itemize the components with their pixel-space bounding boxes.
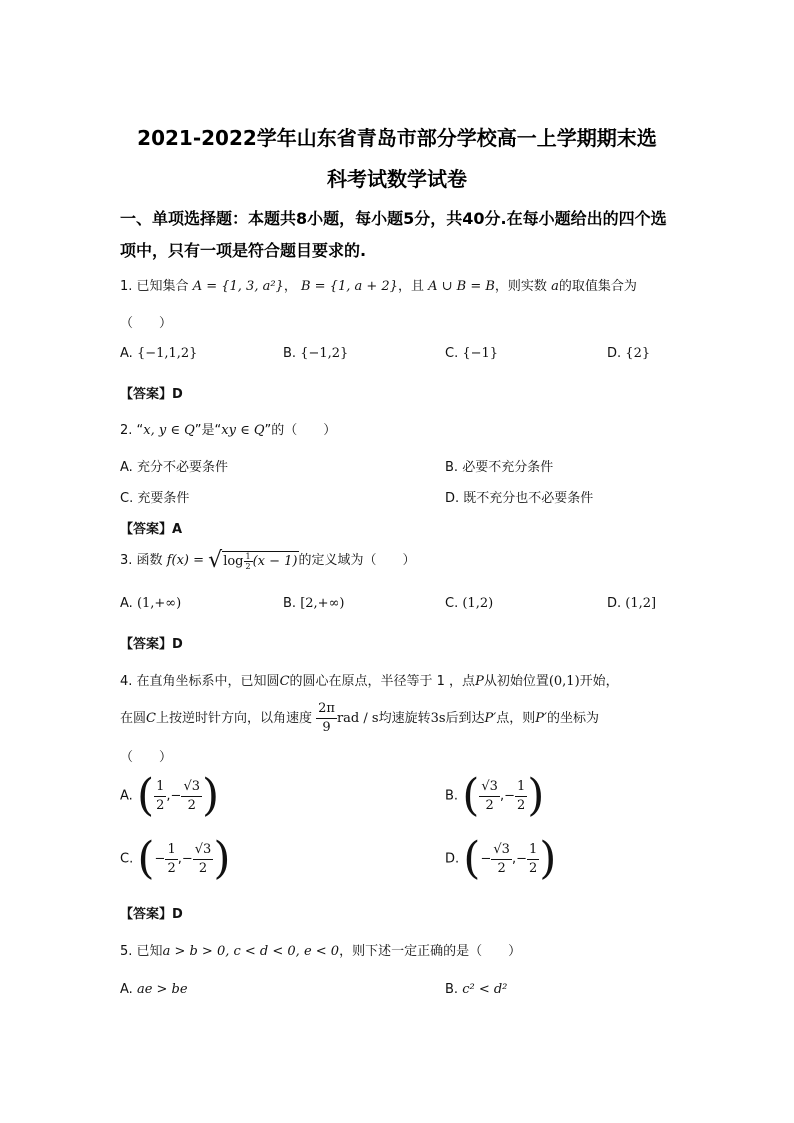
question-number: 1. xyxy=(120,279,133,294)
option-label: A. xyxy=(120,346,133,361)
y-sign: − xyxy=(516,851,527,867)
question-text: 的坐标为 xyxy=(546,711,599,726)
fraction-numerator: 2π xyxy=(316,700,337,719)
q4-option-a: A. ( $\frac{1}{2}$ ,− $\frac{√3}{2}$ ) xyxy=(120,770,220,821)
q3-option-b xyxy=(283,596,344,611)
document-title-line-2: 科考试数学试卷 xyxy=(327,167,467,191)
math-unit: rad / s xyxy=(336,711,379,726)
option-value: c² < d² xyxy=(462,982,508,997)
x-numerator: 1 xyxy=(154,778,166,797)
question-text: 在直角坐标系中，已知圆 xyxy=(136,674,280,689)
document-title-line-1: 2021-2022学年山东省青岛市部分学校高一上学期期末选 xyxy=(137,126,657,150)
option-label: C. xyxy=(120,851,134,867)
y-sign: − xyxy=(170,788,182,804)
math-circle-c: C xyxy=(279,674,290,689)
question-text: ”是“ xyxy=(194,423,222,438)
fraction-denominator: 9 xyxy=(322,720,331,735)
q2-answer: 【答案】A xyxy=(120,522,183,537)
math-set-a: A = {1, 3, a²} xyxy=(192,279,284,294)
log-base-denominator: 2 xyxy=(245,561,251,571)
q5-option-b xyxy=(445,982,507,997)
section-heading-line-1: 一、单项选择题：本题共8小题，每小题5分，共40分.在每小题给出的四个选 xyxy=(120,209,667,228)
question-5 xyxy=(120,940,521,959)
question-number: 5. xyxy=(120,944,133,959)
option-label: A. xyxy=(120,982,133,997)
math-point-p-prime: P′ xyxy=(535,711,547,726)
question-text: 开始， xyxy=(579,674,619,689)
option-label: D. xyxy=(445,491,460,506)
option-value: {2} xyxy=(625,346,651,361)
question-text: “ xyxy=(136,423,144,438)
square-root-expression xyxy=(208,548,298,573)
math-condition-2: xy ∈ Q xyxy=(221,423,265,438)
question-text: ，且 xyxy=(397,279,424,294)
option-label: B. xyxy=(445,982,459,997)
math-time: 3s xyxy=(430,711,446,726)
question-1-blank: （ ） xyxy=(120,316,173,331)
x-denominator: 2 xyxy=(156,797,165,813)
y-numerator: √3 xyxy=(193,841,214,860)
option-value: 充要条件 xyxy=(137,491,190,506)
x-denominator: 2 xyxy=(167,860,176,876)
x-denominator: 2 xyxy=(485,797,494,813)
math-condition-1: x, y ∈ Q xyxy=(143,423,195,438)
option-value: 必要不充分条件 xyxy=(462,460,554,475)
option-label: B. xyxy=(445,460,459,475)
q1-option-b xyxy=(283,346,348,361)
option-label: C. xyxy=(120,491,134,506)
question-number: 4. xyxy=(120,674,133,689)
option-value: {−1,1,2} xyxy=(136,346,198,361)
y-denominator: 2 xyxy=(516,797,526,813)
q1-answer: 【答案】D xyxy=(120,387,183,402)
question-text: ，则下述一定正确的是（ ） xyxy=(339,944,522,959)
math-condition: a > b > 0, c < d < 0, e < 0 xyxy=(162,944,340,959)
question-3 xyxy=(120,548,416,573)
q3-option-d xyxy=(607,596,656,611)
y-numerator: 1 xyxy=(515,778,527,797)
option-label: B. xyxy=(283,346,297,361)
question-text: 已知 xyxy=(136,944,163,959)
q3-answer: 【答案】D xyxy=(120,637,183,652)
question-text: 均速旋转 xyxy=(378,711,431,726)
q5-option-a xyxy=(120,982,188,997)
q1-option-a xyxy=(120,346,197,361)
x-denominator: 2 xyxy=(497,860,506,876)
option-label: D. xyxy=(607,596,622,611)
option-label: D. xyxy=(607,346,622,361)
y-denominator: 2 xyxy=(187,797,196,813)
question-2 xyxy=(120,419,336,438)
y-numerator: √3 xyxy=(181,778,202,797)
math-function: f(x) = xyxy=(166,553,205,568)
question-4-line-2 xyxy=(120,700,599,737)
question-number: 3. xyxy=(120,553,133,568)
y-denominator: 2 xyxy=(528,860,538,876)
q1-option-d xyxy=(607,346,650,361)
option-value: ae > be xyxy=(136,982,188,997)
option-label: A. xyxy=(120,596,133,611)
question-text: 的圆心在原点，半径等于 1 ，点 xyxy=(289,674,476,689)
question-text: ，则实数 xyxy=(494,279,547,294)
x-numerator: √3 xyxy=(491,841,512,860)
q2-option-d xyxy=(445,487,593,506)
question-4-line-1 xyxy=(120,670,619,689)
log-base-numerator: 1 xyxy=(245,551,251,561)
option-label: C. xyxy=(445,596,459,611)
section-heading-line-2: 项中，只有一项是符合题目要求的. xyxy=(120,241,367,260)
option-label: B. xyxy=(445,788,459,804)
log-argument: (x − 1) xyxy=(252,553,298,569)
math-initial-position: (0,1) xyxy=(548,674,580,689)
q4-option-b: B. ( $\frac{√3}{2}$ ,− $\frac{1}{2}$ ) xyxy=(445,770,545,821)
q1-option-c xyxy=(445,346,498,361)
y-numerator: 1 xyxy=(527,841,539,860)
x-numerator: √3 xyxy=(479,778,500,797)
q2-option-c xyxy=(120,487,189,506)
angular-speed-fraction xyxy=(316,700,337,737)
option-label: A. xyxy=(120,460,133,475)
question-number: 2. xyxy=(120,423,133,438)
math-point-p: P xyxy=(475,674,484,689)
q2-option-a xyxy=(120,456,228,475)
q3-option-a xyxy=(120,596,181,611)
question-1: 1. 已知集合 A = {1, 3, a²}， B = {1, a + 2}，且 A ∪ B = B，则实数 a的取值集合为 xyxy=(120,279,637,294)
option-value: 既不充分也不必要条件 xyxy=(463,491,594,506)
y-sign: − xyxy=(504,788,515,804)
x-numerator: 1 xyxy=(165,841,177,860)
question-text: ”的（ ） xyxy=(264,423,337,438)
question-4-blank: （ ） xyxy=(120,750,173,765)
q4-answer: 【答案】D xyxy=(120,907,183,922)
math-point-p-prime: P′ xyxy=(484,711,497,726)
x-sign: − xyxy=(154,851,166,867)
option-label: C. xyxy=(445,346,459,361)
option-value: (1,2) xyxy=(462,596,494,611)
q2-option-b xyxy=(445,456,553,475)
question-text: 后到达 xyxy=(445,711,485,726)
option-value: [2,+∞) xyxy=(300,596,345,611)
question-text: 在圆 xyxy=(120,711,147,726)
radical-sign: √ xyxy=(208,548,223,573)
option-label: D. xyxy=(445,851,460,867)
option-label: B. xyxy=(283,596,297,611)
option-value: (1,+∞) xyxy=(136,596,182,611)
math-condition: A ∪ B = B xyxy=(428,279,495,294)
question-text: 的定义域为（ ） xyxy=(298,553,416,568)
option-value: {−1,2} xyxy=(300,346,349,361)
option-value: 充分不必要条件 xyxy=(136,460,228,475)
log-text: log xyxy=(223,553,244,569)
y-denominator: 2 xyxy=(198,860,208,876)
q3-option-c xyxy=(445,596,493,611)
option-label: A. xyxy=(120,788,133,804)
question-text: 从初始位置 xyxy=(483,674,549,689)
question-text: 已知集合 xyxy=(136,279,189,294)
q4-option-d: D. (− $\frac{√3}{2}$ ,− $\frac{1}{2}$ ) xyxy=(445,833,557,884)
question-text: 点，则 xyxy=(496,711,536,726)
math-variable: a xyxy=(551,279,559,294)
x-sign: − xyxy=(480,851,492,867)
math-circle-c: C xyxy=(146,711,156,726)
q4-option-c: C. (− $\frac{1}{2}$ ,− $\frac{√3}{2}$ ) xyxy=(120,833,231,884)
y-sign: − xyxy=(181,851,193,867)
option-value: (1,2] xyxy=(625,596,657,611)
question-text: 函数 xyxy=(136,553,163,568)
question-text: 的取值集合为 xyxy=(558,279,637,294)
question-text: 上按逆时针方向，以角速度 xyxy=(155,711,312,726)
math-set-b: B = {1, a + 2} xyxy=(300,279,398,294)
option-value: {−1} xyxy=(462,346,499,361)
